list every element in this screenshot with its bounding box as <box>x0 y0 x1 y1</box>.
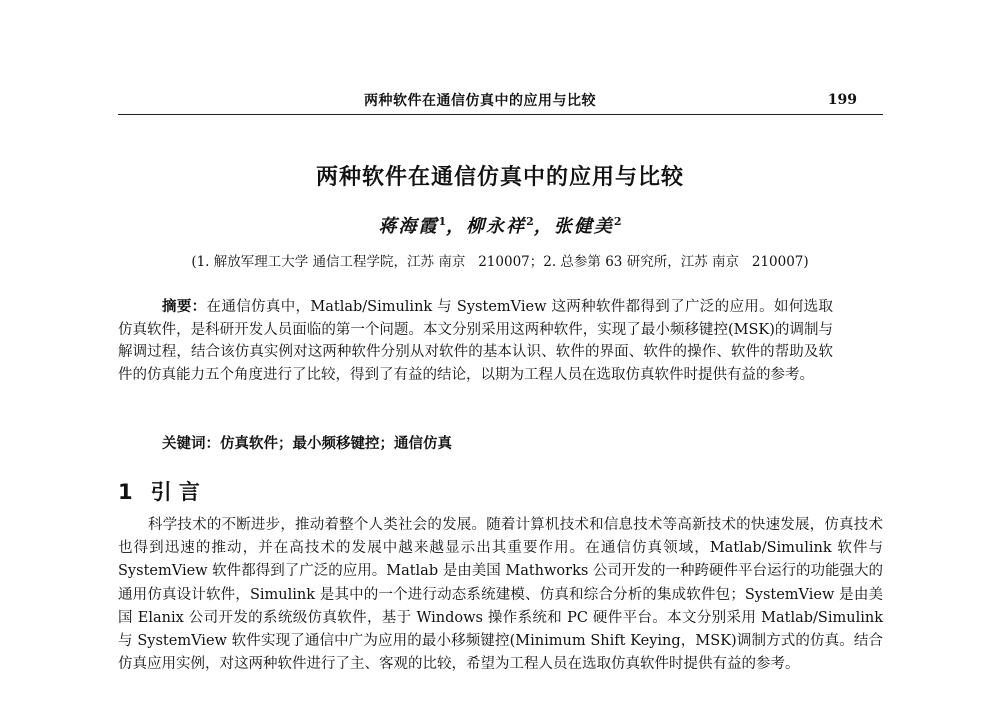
author-name: 柳永祥 <box>466 216 527 237</box>
author-affiliation-mark: 2 <box>526 215 534 228</box>
abstract-label: 摘要： <box>162 298 207 315</box>
keywords-text: 仿真软件；最小频移键控；通信仿真 <box>220 435 452 452</box>
author-affiliation-mark: 2 <box>613 215 622 228</box>
abstract-text: 在通信仿真中，Matlab/Simulink 与 SystemView 这两种软件都得到了广泛的应用。如何选取仿真软件，是科研开发人员面临的第一个问题。本文分别采用这两种软件，实现了最小频移键控(MSK)的调制与解调过程，结合该仿真实例对这两种软件分别从对软件的基本认识、软件的界面、软件的操作、软件的帮助及软件的仿真能力五个角度进行了比较，得到了有益的结论，以期为工程人员在选取仿真软件时提供有益的参考。 <box>118 299 833 383</box>
author-separator: ， <box>446 216 467 237</box>
paper-title: 两种软件在通信仿真中的应用与比较 <box>315 165 684 190</box>
affiliation: (1. 解放军理工大学 通信工程学院，江苏 南京 210007；2. 总参第 63 研究所，江苏 南京 210007) <box>191 254 809 270</box>
author-name: 张健美 <box>553 216 614 237</box>
author-name: 蒋海霞 <box>378 216 439 237</box>
section-number: 1 <box>118 480 133 504</box>
keywords <box>162 432 452 453</box>
section-title: 引 言 <box>150 480 200 504</box>
running-title: 两种软件在通信仿真中的应用与比较 <box>364 93 596 109</box>
author-separator: ， <box>533 216 554 237</box>
section-body-paragraph: 科学技术的不断进步，推动着整个人类社会的发展。随着计算机技术和信息技术等高新技术的快速发展，仿真技术也得到迅速的推动，并在高技术的发展中越来越显示出其重要作用。在通信仿真领域，Matlab/Simulink 软件与 SystemView 软件都得到了广泛的应用。Matlab 是由美国 Mathworks 公司开发的一种跨硬件平台运行的功能强大的通用仿真设计软件，Simulink 是其中的一个进行动态系统建模、仿真和综合分析的集成软件包；SystemView 是由美国 Elanix 公司开发的系统级仿真软件，基于 Windows 操作系统和 PC 硬件平台。本文分别采用 Matlab/Simulink 与 SystemView 软件实现了通信中广为应用的最小移频键控(Minimum Shift Keying，MSK)调制方式的仿真。结合仿真应用实例，对这两种软件进行了主、客观的比较，希望为工程人员在选取仿真软件时提供有益的参考。 <box>118 517 883 673</box>
running-header <box>118 88 883 115</box>
abstract <box>118 296 833 386</box>
author-affiliation-mark: 1 <box>438 215 447 228</box>
author-list <box>0 212 1000 238</box>
section-heading <box>118 476 200 506</box>
keywords-label: 关键词： <box>162 435 220 452</box>
page-number: 199 <box>827 92 857 108</box>
